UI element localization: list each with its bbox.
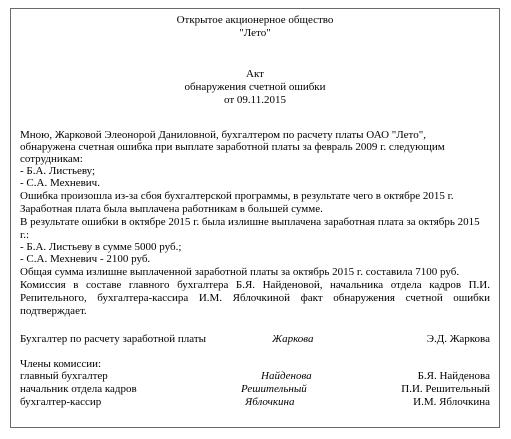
member-position: начальник отдела кадров [20,383,137,395]
member-position: бухгалтер-кассир [20,396,102,408]
body-line: обнаружена счетная ошибка при выплате заработной платы за февраль 2009 г. следующим [20,141,445,153]
commission-line: подтверждает. [20,305,87,317]
document-date: от 09.11.2015 [223,94,286,106]
accountant-signature: Жаркова [272,333,314,345]
commission-heading: Члены комиссии: [20,358,102,370]
org-name-line2: "Лето" [239,27,271,39]
member-position: главный бухгалтер [20,370,108,382]
commission-line: Комиссия в составе главного бухгалтера Б.Я. Найденовой, начальника отдела кадров П.И. [20,279,490,291]
accountant-name: Э.Д. Жаркова [426,333,490,345]
body-line: Мною, Жарковой Элеонорой Даниловной, бухгалтером по расчету платы ОАО "Лето", [20,129,426,141]
body-line: - Б.А. Листьеву; [20,165,96,177]
member-signature: Найденова [261,370,312,382]
body-line: - С.А. Мехневич. [20,177,100,189]
member-name: Б.Я. Найденова [417,370,490,382]
org-name-line1: Открытое акционерное общество [176,14,334,26]
document-type: Акт [246,68,264,80]
body-line: - С.А. Мехневич - 2100 руб. [20,253,151,265]
member-signature: Решительный [241,383,307,395]
body-line: - Б.А. Листьеву в сумме 5000 руб.; [20,241,182,253]
accountant-position: Бухгалтер по расчету заработной платы [20,333,207,345]
body-line: Ошибка произошла из-за сбоя бухгалтерской программы, в результате чего в октябре 2015 г. [20,190,454,202]
member-name: П.И. Решительный [401,383,490,395]
member-signature: Яблочкина [245,396,295,408]
member-name: И.М. Яблочкина [413,396,490,408]
body-line: Общая сумма излишне выплаченной заработной платы за октябрь 2015 г. составила 7100 руб. [20,266,460,278]
body-line: г.: [20,229,30,241]
body-line: В результате ошибки в октябре 2015 г. была излишне выплачена заработная плата за октябрь 2015 [20,216,480,228]
document-subject: обнаружения счетной ошибки [184,81,326,93]
body-line: сотрудникам: [20,153,83,165]
body-line: Заработная плата была выплачена работникам в большей сумме. [20,203,323,215]
commission-line: Репитeльного, бухгалтера-кассира И.М. Яблочкиной факт обнаружения счетной ошибки [20,292,490,304]
